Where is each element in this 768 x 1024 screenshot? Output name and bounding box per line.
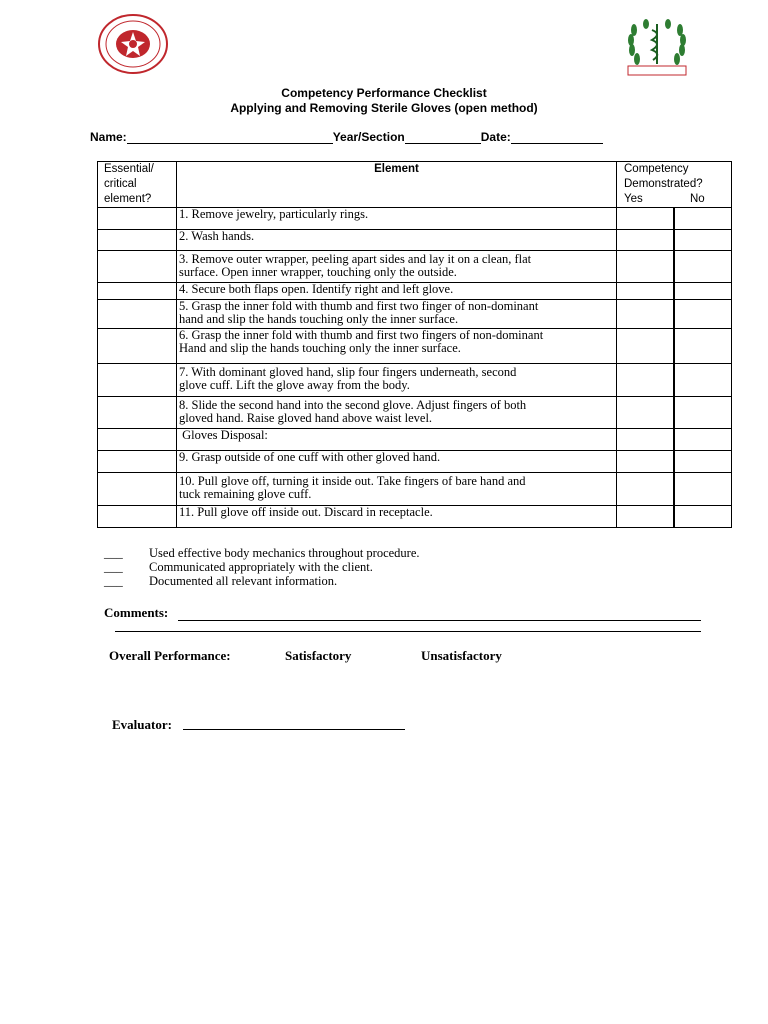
no-cell[interactable] (674, 329, 732, 364)
essential-cell[interactable] (98, 364, 177, 397)
yes-column-label: Yes (624, 193, 643, 205)
checklist-item-text: Communicated appropriately with the client. (149, 560, 373, 574)
table-row (98, 473, 732, 506)
identification-line (90, 130, 603, 144)
date-field[interactable] (511, 130, 603, 144)
element-cell: 1. Remove jewelry, particularly rings. (177, 208, 617, 230)
no-cell[interactable] (674, 300, 732, 329)
yes-cell[interactable] (617, 283, 674, 300)
yes-cell[interactable] (617, 364, 674, 397)
year-section-field[interactable] (405, 130, 481, 144)
essential-cell[interactable] (98, 397, 177, 429)
no-cell[interactable] (674, 364, 732, 397)
evaluator-signature-line[interactable] (183, 729, 405, 730)
no-cell[interactable] (674, 230, 732, 251)
no-cell[interactable] (674, 429, 732, 451)
essential-cell[interactable] (98, 300, 177, 329)
date-label: Date: (480, 130, 511, 144)
name-field[interactable] (127, 130, 333, 144)
evaluator-label: Evaluator: (112, 717, 172, 732)
yes-cell[interactable] (617, 506, 674, 528)
table-row (98, 397, 732, 429)
checklist-item-text: Documented all relevant information. (149, 574, 338, 588)
check-blank[interactable]: ___ (104, 574, 123, 588)
element-cell: 2. Wash hands. (177, 230, 617, 251)
essential-cell[interactable] (98, 251, 177, 283)
yes-cell[interactable] (617, 230, 674, 251)
unsatisfactory-option[interactable]: Unsatisfactory (421, 648, 502, 663)
satisfactory-option[interactable]: Satisfactory (285, 648, 352, 663)
essential-cell[interactable] (98, 329, 177, 364)
element-cell: 5. Grasp the inner fold with thumb and first two finger of non-dominant hand and slip the hands touching only the inner surface. (177, 300, 617, 329)
yes-cell[interactable] (617, 300, 674, 329)
essential-cell[interactable] (98, 230, 177, 251)
document-title: Competency Performance Checklist (281, 86, 487, 100)
essential-cell[interactable] (98, 208, 177, 230)
yes-cell[interactable] (617, 473, 674, 506)
comments-line-2[interactable] (115, 631, 701, 632)
yes-cell[interactable] (617, 451, 674, 473)
yes-cell[interactable] (617, 429, 674, 451)
essential-cell[interactable] (98, 506, 177, 528)
table-row (98, 364, 732, 397)
table-row (98, 230, 732, 251)
essential-cell[interactable] (98, 451, 177, 473)
year-section-label: Year/Section (332, 130, 405, 144)
yes-cell[interactable] (617, 208, 674, 230)
table-row-section-heading (98, 429, 732, 451)
element-cell: 6. Grasp the inner fold with thumb and first two fingers of non-dominant Hand and slip the hands touching only the inner surface. (177, 329, 617, 364)
no-column-label: No (690, 193, 705, 205)
no-cell[interactable] (674, 283, 732, 300)
element-cell: 7. With dominant gloved hand, slip four fingers underneath, second glove cuff. Lift the glove away from the body. (177, 364, 617, 397)
element-cell: 11. Pull glove off inside out. Discard in receptacle. (177, 506, 617, 528)
check-blank[interactable]: ___ (104, 560, 123, 574)
table-row (98, 506, 732, 528)
element-cell: 3. Remove outer wrapper, peeling apart sides and lay it on a clean, flat surface. Open inner wrapper, touching only the outside. (177, 251, 617, 283)
yes-cell[interactable] (617, 329, 674, 364)
document-subtitle: Applying and Removing Sterile Gloves (open method) (230, 101, 538, 115)
no-cell[interactable] (674, 473, 732, 506)
table-row (98, 283, 732, 300)
element-cell: 8. Slide the second hand into the second glove. Adjust fingers of both gloved hand. Raise gloved hand above waist level. (177, 397, 617, 429)
check-blank[interactable]: ___ (104, 546, 123, 560)
name-label: Name: (90, 130, 127, 144)
table-row (98, 251, 732, 283)
left-university-seal (97, 13, 169, 75)
checklist-table (97, 161, 732, 528)
no-cell[interactable] (674, 397, 732, 429)
table-row (98, 300, 732, 329)
essential-cell[interactable] (98, 283, 177, 300)
overall-performance-label: Overall Performance: (109, 648, 231, 663)
element-cell: 10. Pull glove off, turning it inside out. Take fingers of bare hand and tuck remaining glove cuff. (177, 473, 617, 506)
checklist-item (104, 546, 420, 561)
no-cell[interactable] (674, 208, 732, 230)
gloves-disposal-heading: Gloves Disposal: (177, 429, 617, 451)
element-header: Element (177, 162, 617, 208)
comments-label: Comments: (104, 605, 169, 620)
checklist-item-text: Used effective body mechanics throughout procedure. (149, 546, 420, 560)
competency-demonstrated-header: Competency Demonstrated? Yes No (617, 162, 732, 208)
yes-cell[interactable] (617, 251, 674, 283)
checklist-item (104, 560, 373, 575)
element-cell: 4. Secure both flaps open. Identify right and left glove. (177, 283, 617, 300)
table-header-row (98, 162, 732, 208)
essential-cell[interactable] (98, 429, 177, 451)
yes-cell[interactable] (617, 397, 674, 429)
element-cell: 9. Grasp outside of one cuff with other gloved hand. (177, 451, 617, 473)
comments-line-1[interactable] (178, 620, 701, 621)
checklist-item (104, 574, 338, 589)
essential-cell[interactable] (98, 473, 177, 506)
table-row (98, 451, 732, 473)
table-row (98, 208, 732, 230)
table-row (98, 329, 732, 364)
essential-critical-header: Essential/ critical element? (98, 162, 177, 208)
no-cell[interactable] (674, 506, 732, 528)
no-cell[interactable] (674, 451, 732, 473)
no-cell[interactable] (674, 251, 732, 283)
right-college-logo (622, 18, 692, 76)
